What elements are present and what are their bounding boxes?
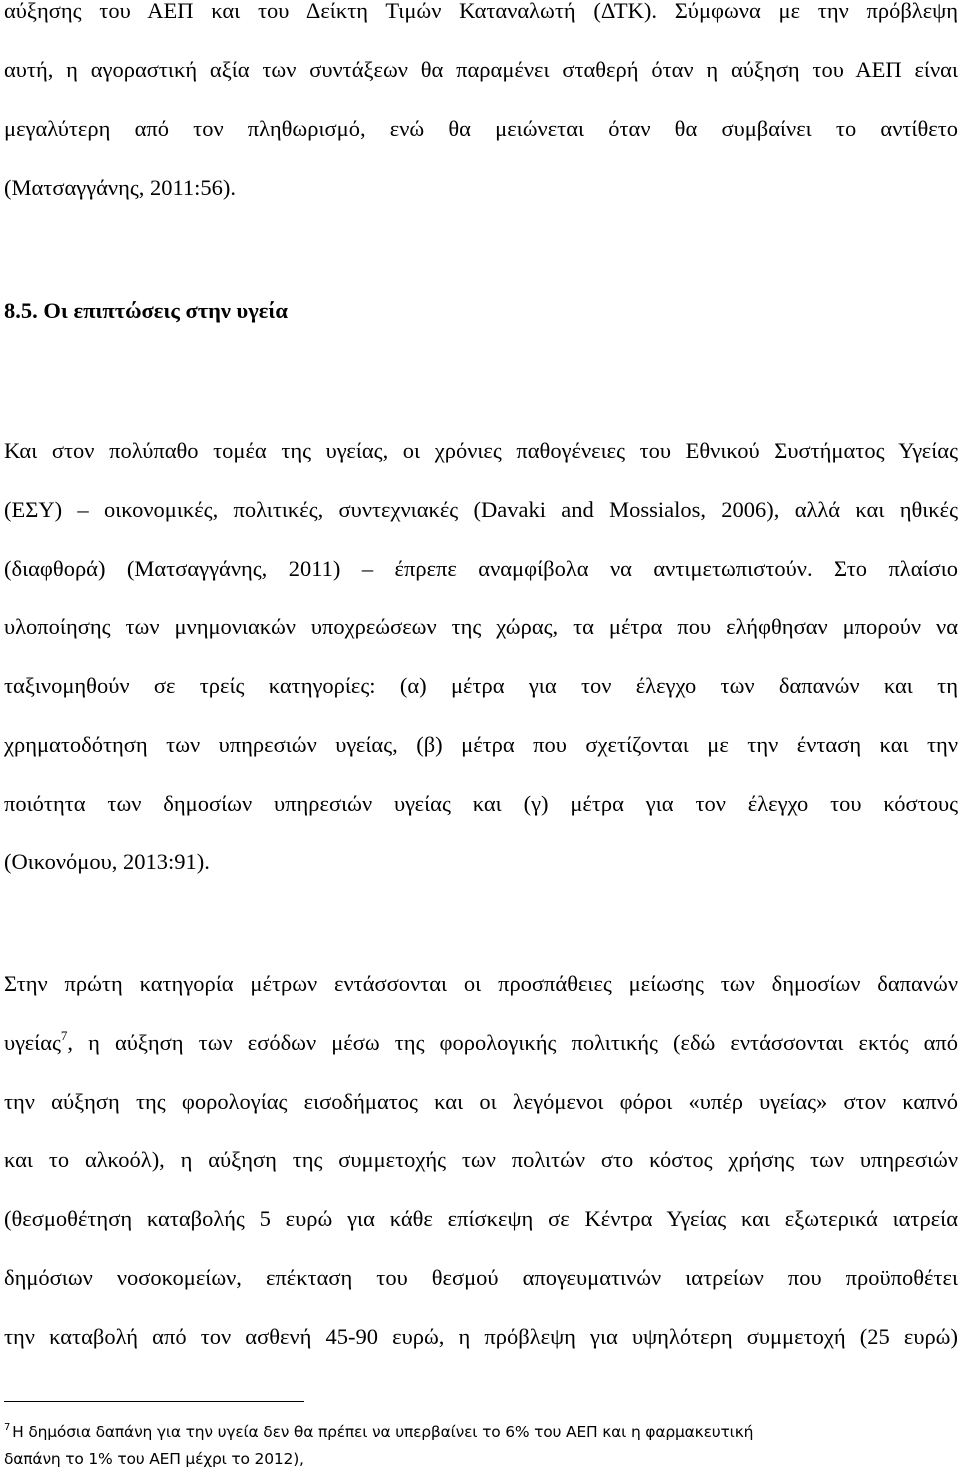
footnote-line: [4, 1420, 958, 1444]
footnote-reference: 7: [60, 1028, 68, 1043]
paragraph-text: , η αύξηση των εσόδων μέσω της φορολογικής πολιτικής (εδώ εντάσσονται εκτός από: [67, 1030, 958, 1055]
paragraph-line: (θεσμοθέτηση καταβολής 5 ευρώ για κάθε επίσκεψη σε Κέντρα Υγείας και εξωτερικά ιατρεία: [4, 1206, 958, 1231]
paragraph-line: Στην πρώτη κατηγορία μέτρων εντάσσονται οι προσπάθειες μείωσης των δημοσίων δαπανών: [4, 971, 958, 996]
paragraph-line: (ΕΣΥ) – οικονομικές, πολιτικές, συντεχνιακές (Davaki and Mossialos, 2006), αλλά και ηθικές: [4, 497, 958, 522]
paragraph-line: την καταβολή από τον ασθενή 45-90 ευρώ, η πρόβλεψη για υψηλότερη συμμετοχή (25 ευρώ): [4, 1324, 958, 1349]
paragraph-line: αύξησης του ΑΕΠ και του Δείκτη Τιμών Καταναλωτή (ΔΤΚ). Σύμφωνα με την πρόβλεψη: [4, 0, 958, 23]
paragraph-line: ταξινομηθούν σε τρείς κατηγορίες: (α) μέτρα για τον έλεγχο των δαπανών και τη: [4, 673, 958, 698]
paragraph-line: Και στον πολύπαθο τομέα της υγείας, οι χρόνιες παθογένειες του Εθνικού Συστήματος Υγείας: [4, 438, 958, 463]
paragraph-line: (Οικονόμου, 2013:91).: [4, 849, 210, 874]
paragraph-line: αυτή, η αγοραστική αξία των συντάξεων θα παραμένει σταθερή όταν η αύξηση του ΑΕΠ είναι: [4, 57, 958, 82]
paragraph-line: (διαφθορά) (Ματσαγγάνης, 2011) – έπρεπε αναμφίβολα να αντιμετωπιστούν. Στο πλαίσιο: [4, 556, 958, 581]
paragraph-line: υλοποίησης των μνημονιακών υποχρεώσεων της χώρας, τα μέτρα που ελήφθησαν μπορούν να: [4, 614, 958, 639]
paragraph-line: και το αλκοόλ), η αύξηση της συμμετοχής των πολιτών στο κόστος χρήσης των υπηρεσιών: [4, 1147, 958, 1172]
paragraph-line-with-footnote: [4, 1028, 958, 1058]
footnote-separator: [4, 1401, 304, 1402]
paragraph-line: (Ματσαγγάνης, 2011:56).: [4, 175, 237, 200]
footnote-line: δαπάνη το 1% του ΑΕΠ μέχρι το 2012),: [4, 1450, 304, 1468]
paragraph-line: την αύξηση της φορολογίας εισοδήματος και οι λεγόμενοι φόροι «υπέρ υγείας» στον καπνό: [4, 1089, 958, 1114]
paragraph-line: μεγαλύτερη από τον πληθωρισμό, ενώ θα μειώνεται όταν θα συμβαίνει το αντίθετο: [4, 116, 958, 141]
paragraph-line: δημόσιων νοσοκομείων, επέκταση του θεσμού απογευματινών ιατρείων που προϋποθέτει: [4, 1265, 958, 1290]
footnote-text: Η δημόσια δαπάνη για την υγεία δεν θα πρέπει να υπερβαίνει το 6% του ΑΕΠ και η φαρμακευτική: [12, 1423, 754, 1441]
footnote-number: 7: [4, 1422, 11, 1433]
paragraph-text: υγείας: [4, 1030, 61, 1055]
section-heading: 8.5. Οι επιπτώσεις στην υγεία: [4, 298, 288, 323]
paragraph-line: χρηματοδότηση των υπηρεσιών υγείας, (β) μέτρα που σχετίζονται με την ένταση και την: [4, 732, 958, 757]
paragraph-line: ποιότητα των δημοσίων υπηρεσιών υγείας και (γ) μέτρα για τον έλεγχο του κόστους: [4, 791, 958, 816]
